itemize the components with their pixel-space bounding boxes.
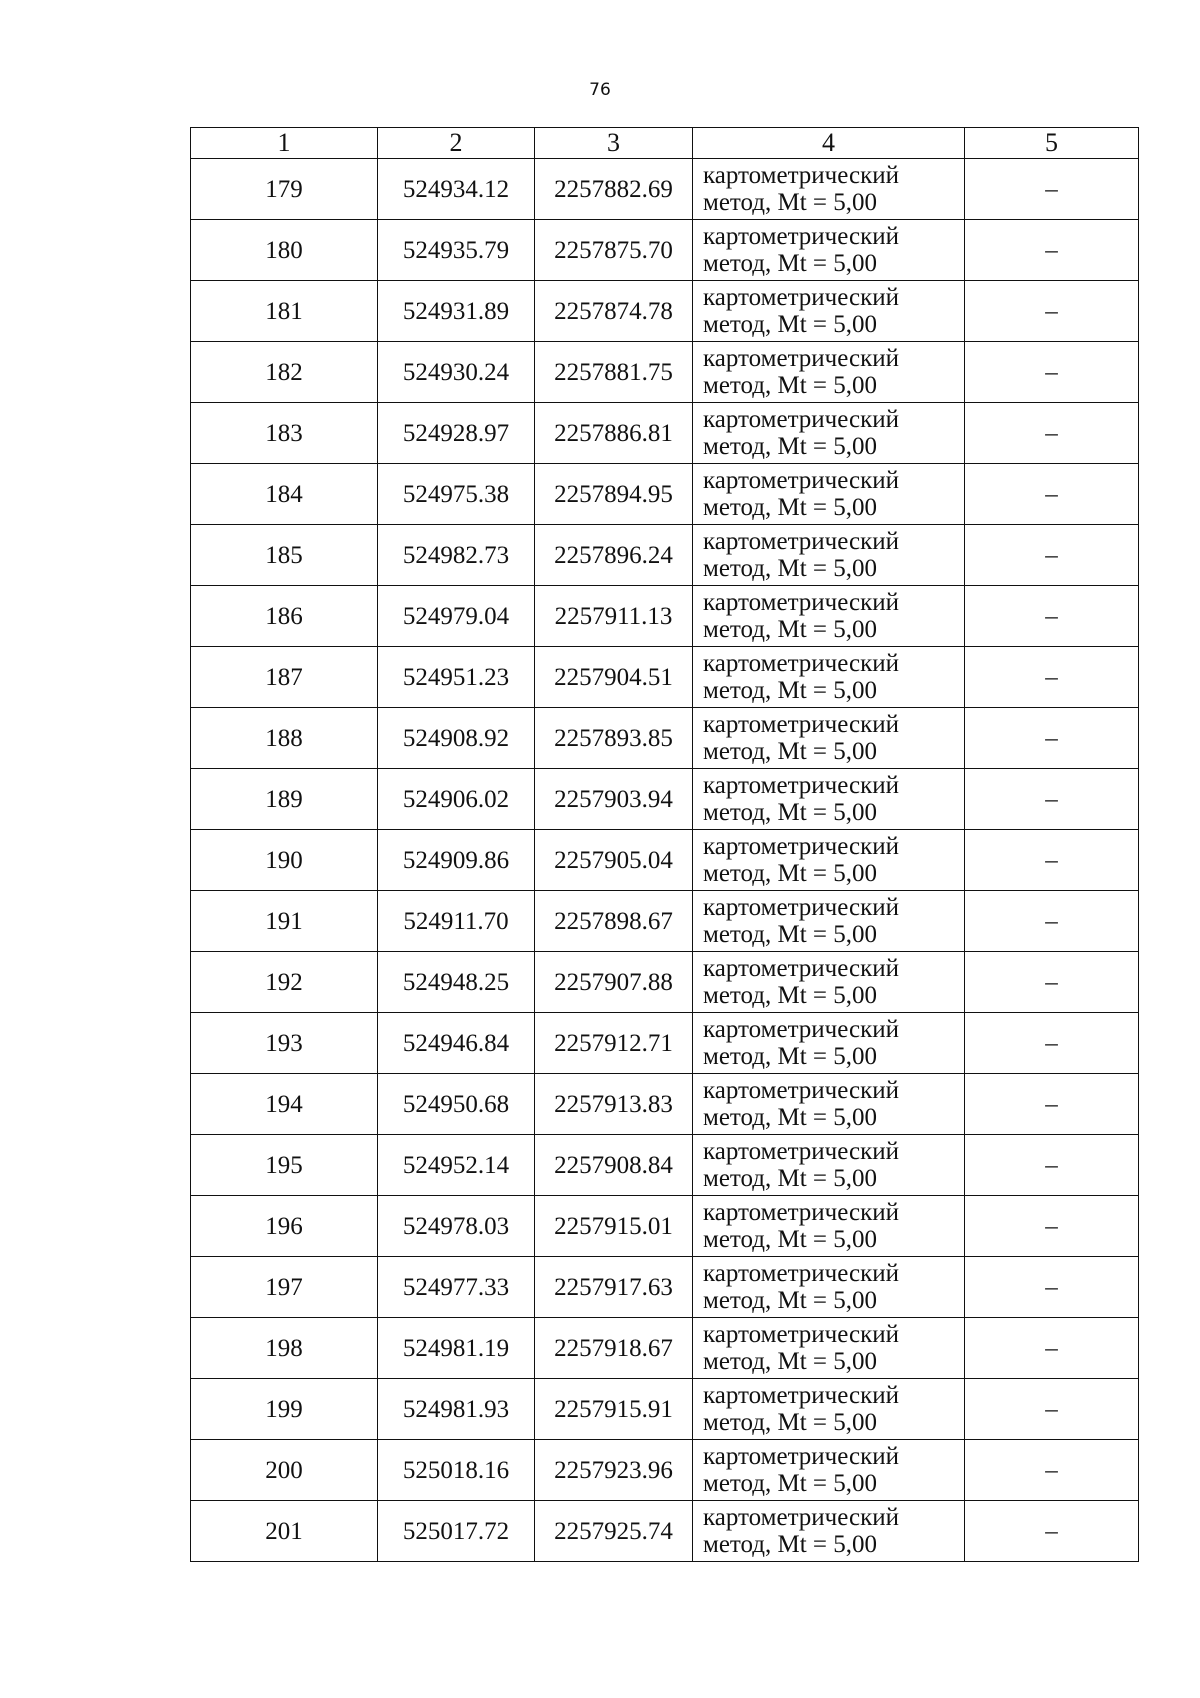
table-row bbox=[191, 769, 1139, 830]
method-line-1: картометрический bbox=[703, 955, 899, 982]
method-cell bbox=[693, 1318, 965, 1379]
method-cell bbox=[693, 159, 965, 220]
method-line-2: метод, Mt = 5,00 bbox=[703, 1531, 878, 1558]
method-line-2: метод, Mt = 5,00 bbox=[703, 1165, 878, 1192]
note-cell: – bbox=[965, 1379, 1139, 1440]
method-line-1: картометрический bbox=[703, 772, 899, 799]
y-coordinate-cell: 2257894.95 bbox=[535, 464, 693, 525]
method-line-1: картометрический bbox=[703, 711, 899, 738]
point-number-cell: 187 bbox=[191, 647, 378, 708]
x-coordinate-cell: 524906.02 bbox=[378, 769, 535, 830]
note-cell: – bbox=[965, 586, 1139, 647]
method-line-1: картометрический bbox=[703, 528, 899, 555]
table-row bbox=[191, 1318, 1139, 1379]
point-number-cell: 186 bbox=[191, 586, 378, 647]
point-number-cell: 197 bbox=[191, 1257, 378, 1318]
y-coordinate-cell: 2257905.04 bbox=[535, 830, 693, 891]
note-cell: – bbox=[965, 1074, 1139, 1135]
table-row bbox=[191, 1074, 1139, 1135]
table-body bbox=[191, 159, 1139, 1562]
method-line-2: метод, Mt = 5,00 bbox=[703, 555, 878, 582]
table-row bbox=[191, 525, 1139, 586]
y-coordinate-cell: 2257908.84 bbox=[535, 1135, 693, 1196]
method-line-2: метод, Mt = 5,00 bbox=[703, 616, 878, 643]
point-number-cell: 194 bbox=[191, 1074, 378, 1135]
table-row bbox=[191, 464, 1139, 525]
method-cell bbox=[693, 342, 965, 403]
point-number-cell: 198 bbox=[191, 1318, 378, 1379]
note-cell: – bbox=[965, 769, 1139, 830]
method-line-2: метод, Mt = 5,00 bbox=[703, 494, 878, 521]
x-coordinate-cell: 524948.25 bbox=[378, 952, 535, 1013]
table-row bbox=[191, 1440, 1139, 1501]
point-number-cell: 184 bbox=[191, 464, 378, 525]
method-line-1: картометрический bbox=[703, 1443, 899, 1470]
point-number-cell: 201 bbox=[191, 1501, 378, 1562]
note-cell: – bbox=[965, 464, 1139, 525]
point-number-cell: 191 bbox=[191, 891, 378, 952]
x-coordinate-cell: 524950.68 bbox=[378, 1074, 535, 1135]
method-line-2: метод, Mt = 5,00 bbox=[703, 1226, 878, 1253]
point-number-cell: 182 bbox=[191, 342, 378, 403]
column-header-2: 2 bbox=[378, 128, 535, 159]
y-coordinate-cell: 2257925.74 bbox=[535, 1501, 693, 1562]
method-line-2: метод, Mt = 5,00 bbox=[703, 1104, 878, 1131]
y-coordinate-cell: 2257923.96 bbox=[535, 1440, 693, 1501]
y-coordinate-cell: 2257882.69 bbox=[535, 159, 693, 220]
note-cell: – bbox=[965, 708, 1139, 769]
coordinates-table bbox=[190, 127, 1139, 1562]
method-line-2: метод, Mt = 5,00 bbox=[703, 250, 878, 277]
point-number-cell: 192 bbox=[191, 952, 378, 1013]
method-cell bbox=[693, 464, 965, 525]
point-number-cell: 185 bbox=[191, 525, 378, 586]
point-number-cell: 189 bbox=[191, 769, 378, 830]
x-coordinate-cell: 524982.73 bbox=[378, 525, 535, 586]
method-cell bbox=[693, 1257, 965, 1318]
table-row bbox=[191, 586, 1139, 647]
y-coordinate-cell: 2257903.94 bbox=[535, 769, 693, 830]
method-line-2: метод, Mt = 5,00 bbox=[703, 1043, 878, 1070]
method-line-1: картометрический bbox=[703, 1138, 899, 1165]
method-line-1: картометрический bbox=[703, 284, 899, 311]
x-coordinate-cell: 524934.12 bbox=[378, 159, 535, 220]
y-coordinate-cell: 2257881.75 bbox=[535, 342, 693, 403]
method-line-1: картометрический bbox=[703, 650, 899, 677]
y-coordinate-cell: 2257904.51 bbox=[535, 647, 693, 708]
method-line-1: картометрический bbox=[703, 162, 899, 189]
table-row bbox=[191, 159, 1139, 220]
table-row bbox=[191, 830, 1139, 891]
y-coordinate-cell: 2257893.85 bbox=[535, 708, 693, 769]
point-number-cell: 196 bbox=[191, 1196, 378, 1257]
method-line-1: картометрический bbox=[703, 345, 899, 372]
method-line-2: метод, Mt = 5,00 bbox=[703, 982, 878, 1009]
point-number-cell: 199 bbox=[191, 1379, 378, 1440]
y-coordinate-cell: 2257915.91 bbox=[535, 1379, 693, 1440]
x-coordinate-cell: 524930.24 bbox=[378, 342, 535, 403]
method-cell bbox=[693, 891, 965, 952]
table-row bbox=[191, 647, 1139, 708]
table-row bbox=[191, 1501, 1139, 1562]
page-number: 76 bbox=[589, 80, 611, 100]
x-coordinate-cell: 524928.97 bbox=[378, 403, 535, 464]
note-cell: – bbox=[965, 647, 1139, 708]
x-coordinate-cell: 524909.86 bbox=[378, 830, 535, 891]
method-line-1: картометрический bbox=[703, 1199, 899, 1226]
method-line-2: метод, Mt = 5,00 bbox=[703, 921, 878, 948]
y-coordinate-cell: 2257898.67 bbox=[535, 891, 693, 952]
note-cell: – bbox=[965, 1440, 1139, 1501]
x-coordinate-cell: 524935.79 bbox=[378, 220, 535, 281]
note-cell: – bbox=[965, 891, 1139, 952]
note-cell: – bbox=[965, 281, 1139, 342]
method-cell bbox=[693, 403, 965, 464]
method-line-2: метод, Mt = 5,00 bbox=[703, 677, 878, 704]
y-coordinate-cell: 2257918.67 bbox=[535, 1318, 693, 1379]
point-number-cell: 193 bbox=[191, 1013, 378, 1074]
x-coordinate-cell: 524977.33 bbox=[378, 1257, 535, 1318]
table-row bbox=[191, 281, 1139, 342]
x-coordinate-cell: 524981.19 bbox=[378, 1318, 535, 1379]
method-line-2: метод, Mt = 5,00 bbox=[703, 1348, 878, 1375]
x-coordinate-cell: 525017.72 bbox=[378, 1501, 535, 1562]
method-line-2: метод, Mt = 5,00 bbox=[703, 860, 878, 887]
column-header-5: 5 bbox=[965, 128, 1139, 159]
x-coordinate-cell: 524946.84 bbox=[378, 1013, 535, 1074]
method-cell bbox=[693, 1013, 965, 1074]
table-row bbox=[191, 1135, 1139, 1196]
note-cell: – bbox=[965, 1013, 1139, 1074]
x-coordinate-cell: 524931.89 bbox=[378, 281, 535, 342]
note-cell: – bbox=[965, 403, 1139, 464]
note-cell: – bbox=[965, 1257, 1139, 1318]
y-coordinate-cell: 2257912.71 bbox=[535, 1013, 693, 1074]
y-coordinate-cell: 2257915.01 bbox=[535, 1196, 693, 1257]
method-line-1: картометрический bbox=[703, 223, 899, 250]
method-cell bbox=[693, 830, 965, 891]
note-cell: – bbox=[965, 830, 1139, 891]
note-cell: – bbox=[965, 1318, 1139, 1379]
table-row bbox=[191, 1379, 1139, 1440]
table-row bbox=[191, 1196, 1139, 1257]
method-cell bbox=[693, 1074, 965, 1135]
x-coordinate-cell: 524908.92 bbox=[378, 708, 535, 769]
method-line-2: метод, Mt = 5,00 bbox=[703, 189, 878, 216]
point-number-cell: 200 bbox=[191, 1440, 378, 1501]
x-coordinate-cell: 524981.93 bbox=[378, 1379, 535, 1440]
y-coordinate-cell: 2257874.78 bbox=[535, 281, 693, 342]
method-cell bbox=[693, 1135, 965, 1196]
table-row bbox=[191, 1013, 1139, 1074]
note-cell: – bbox=[965, 525, 1139, 586]
method-cell bbox=[693, 525, 965, 586]
method-cell bbox=[693, 1440, 965, 1501]
y-coordinate-cell: 2257886.81 bbox=[535, 403, 693, 464]
x-coordinate-cell: 524952.14 bbox=[378, 1135, 535, 1196]
note-cell: – bbox=[965, 1196, 1139, 1257]
table-row bbox=[191, 342, 1139, 403]
method-cell bbox=[693, 220, 965, 281]
method-cell bbox=[693, 769, 965, 830]
table-row bbox=[191, 952, 1139, 1013]
method-line-1: картометрический bbox=[703, 1077, 899, 1104]
y-coordinate-cell: 2257875.70 bbox=[535, 220, 693, 281]
method-line-2: метод, Mt = 5,00 bbox=[703, 1470, 878, 1497]
point-number-cell: 183 bbox=[191, 403, 378, 464]
method-line-1: картометрический bbox=[703, 833, 899, 860]
y-coordinate-cell: 2257907.88 bbox=[535, 952, 693, 1013]
column-header-3: 3 bbox=[535, 128, 693, 159]
note-cell: – bbox=[965, 1135, 1139, 1196]
y-coordinate-cell: 2257913.83 bbox=[535, 1074, 693, 1135]
table-header bbox=[191, 128, 1139, 159]
method-line-2: метод, Mt = 5,00 bbox=[703, 433, 878, 460]
method-line-1: картометрический bbox=[703, 1016, 899, 1043]
method-line-2: метод, Mt = 5,00 bbox=[703, 738, 878, 765]
x-coordinate-cell: 524975.38 bbox=[378, 464, 535, 525]
point-number-cell: 195 bbox=[191, 1135, 378, 1196]
note-cell: – bbox=[965, 342, 1139, 403]
y-coordinate-cell: 2257896.24 bbox=[535, 525, 693, 586]
note-cell: – bbox=[965, 159, 1139, 220]
method-line-2: метод, Mt = 5,00 bbox=[703, 1287, 878, 1314]
column-header-4: 4 bbox=[693, 128, 965, 159]
x-coordinate-cell: 524979.04 bbox=[378, 586, 535, 647]
method-line-2: метод, Mt = 5,00 bbox=[703, 799, 878, 826]
x-coordinate-cell: 525018.16 bbox=[378, 1440, 535, 1501]
method-cell bbox=[693, 281, 965, 342]
table-row bbox=[191, 891, 1139, 952]
y-coordinate-cell: 2257911.13 bbox=[535, 586, 693, 647]
point-number-cell: 188 bbox=[191, 708, 378, 769]
table-row bbox=[191, 220, 1139, 281]
method-line-1: картометрический bbox=[703, 406, 899, 433]
method-line-1: картометрический bbox=[703, 1382, 899, 1409]
x-coordinate-cell: 524911.70 bbox=[378, 891, 535, 952]
table-row bbox=[191, 403, 1139, 464]
method-cell bbox=[693, 586, 965, 647]
note-cell: – bbox=[965, 220, 1139, 281]
method-cell bbox=[693, 647, 965, 708]
table-row bbox=[191, 708, 1139, 769]
method-cell bbox=[693, 1501, 965, 1562]
point-number-cell: 181 bbox=[191, 281, 378, 342]
method-line-2: метод, Mt = 5,00 bbox=[703, 311, 878, 338]
x-coordinate-cell: 524978.03 bbox=[378, 1196, 535, 1257]
point-number-cell: 190 bbox=[191, 830, 378, 891]
x-coordinate-cell: 524951.23 bbox=[378, 647, 535, 708]
method-line-1: картометрический bbox=[703, 1260, 899, 1287]
method-line-1: картометрический bbox=[703, 894, 899, 921]
method-cell bbox=[693, 1379, 965, 1440]
method-cell bbox=[693, 952, 965, 1013]
method-line-1: картометрический bbox=[703, 589, 899, 616]
point-number-cell: 179 bbox=[191, 159, 378, 220]
method-line-1: картометрический bbox=[703, 1504, 899, 1531]
method-line-1: картометрический bbox=[703, 467, 899, 494]
note-cell: – bbox=[965, 952, 1139, 1013]
header-row bbox=[191, 128, 1139, 159]
note-cell: – bbox=[965, 1501, 1139, 1562]
method-cell bbox=[693, 708, 965, 769]
method-line-1: картометрический bbox=[703, 1321, 899, 1348]
method-line-2: метод, Mt = 5,00 bbox=[703, 372, 878, 399]
table-row bbox=[191, 1257, 1139, 1318]
column-header-1: 1 bbox=[191, 128, 378, 159]
y-coordinate-cell: 2257917.63 bbox=[535, 1257, 693, 1318]
point-number-cell: 180 bbox=[191, 220, 378, 281]
method-line-2: метод, Mt = 5,00 bbox=[703, 1409, 878, 1436]
method-cell bbox=[693, 1196, 965, 1257]
